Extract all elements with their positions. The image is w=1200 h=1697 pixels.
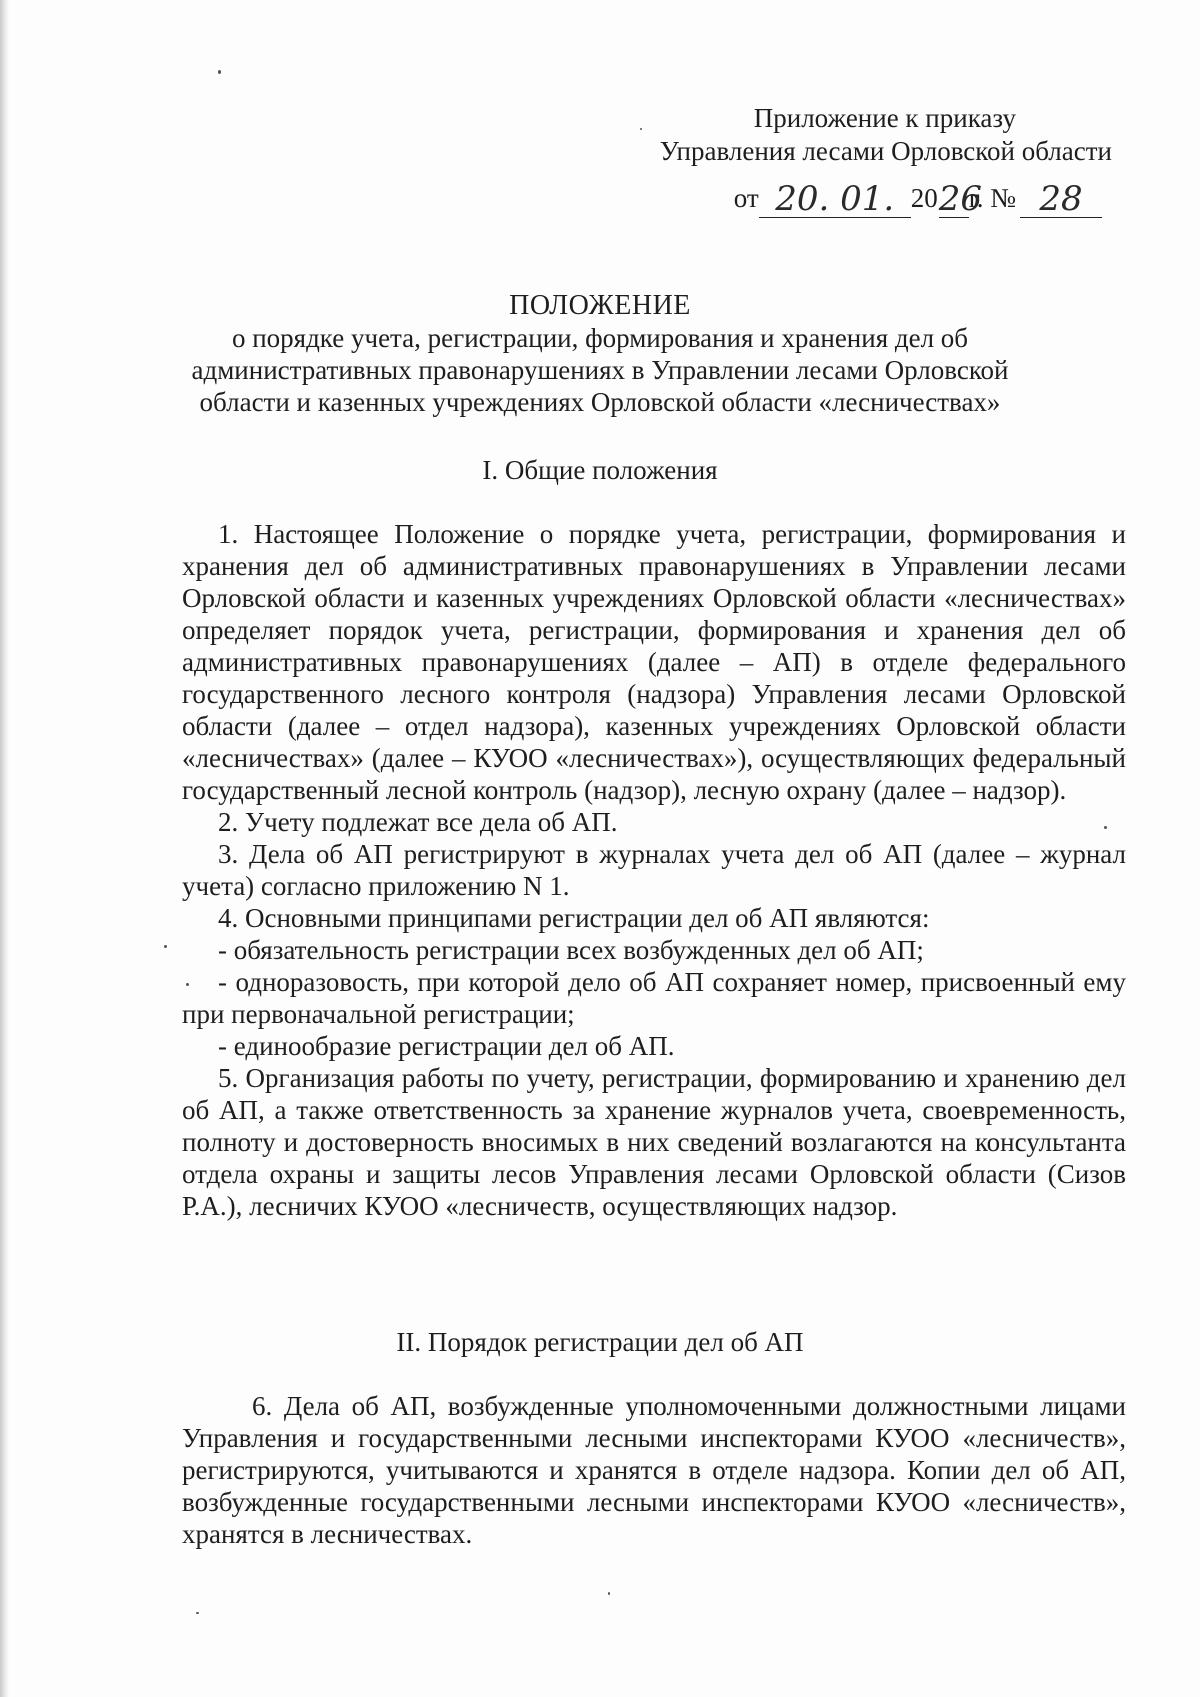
paragraph: - обязательность регистрации всех возбужденных дел об АП; [218,935,924,965]
title-heading: ПОЛОЖЕНИЕ [509,290,691,321]
document-title [170,290,1030,418]
paragraph: 4. Основными принципами регистрации дел об АП являются: [218,903,930,933]
scan-edge-shadow [0,0,9,1697]
paragraph: - единообразие регистрации дел об АП. [218,1031,675,1061]
appendix-header [592,102,1112,168]
section-2-heading: II. Порядок регистрации дел об АП [396,1327,804,1357]
handwritten-year: 26 [938,179,982,219]
handwritten-date: 20. 01. [759,181,911,218]
title-line-3: области и казенных учреждениях Орловской области «лесничествах» [199,387,1001,417]
scan-dust-mark [164,945,167,948]
paragraph: 1. Настоящее Положение о порядке учета, регистрации, формирования и хранения дел об административных правонарушениях в Управлении лесами Орловской области и казенных учреждениях Орловской области «лесничествах» определяет порядок учета, регистрации, формирования и хранения дел об административных правонарушениях (далее – АП) в отделе федерального государственного лесного контроля (надзора) Управления лесами Орловской области (далее – отдел надзора), казенных учреждениях Орловской области «лесничествах» (далее – КУОО «лесничествах»), осуществляющих федеральный государственный лесной контроль (надзор), лесную охрану (далее – надзор). [182,519,1126,805]
date-prefix: от [733,183,759,213]
date-number-label: г. № [968,183,1016,213]
scan-dust-mark [608,1592,610,1595]
paragraph: 5. Организация работы по учету, регистрации, формированию и хранению дел об АП, а также ответственность за хранение журналов учета, своевременность, полноту и достоверность вносимых в них сведений возлагаются на консультанта отдела охраны и защиты лесов Управления лесами Орловской области (Сизов Р.А.), лесничих КУОО «лесничеств, осуществляющих надзор. [182,1063,1126,1221]
paragraph: - одноразовость, при которой дело об АП сохраняет номер, присвоенный ему при первоначальной регистрации; [182,967,1126,1029]
title-line-2: административных правонарушениях в Управлении лесами Орловской [191,355,1009,385]
section-1-heading: I. Общие положения [482,455,718,485]
title-line-1: о порядке учета, регистрации, формирования и хранения дел об [231,323,969,353]
section-2-body [182,1390,1126,1550]
order-date-line [734,178,1102,218]
paragraph: 3. Дела об АП регистрируют в журналах учета дел об АП (далее – журнал учета) согласно приложению N 1. [182,839,1126,901]
scan-dust-mark [218,70,221,74]
section-1-body [182,518,1126,1222]
appendix-line-1: Приложение к приказу [753,103,1016,133]
handwritten-order-number: 28 [1020,181,1102,218]
scan-dust-mark [196,1612,199,1614]
paragraph: 6. Дела об АП, возбужденные уполномоченными должностными лицами Управления и государственными лесными инспекторами КУОО «лесничеств», регистрируются, учитываются и хранятся в отделе надзора. Копии дел об АП, возбужденные государственными лесными инспекторами КУОО «лесничеств», хранятся в лесничествах. [182,1391,1126,1549]
paragraph: 2. Учету подлежат все дела об АП. [218,807,618,837]
appendix-line-2: Управления лесами Орловской области [659,136,1112,166]
date-year-prefix: 20 [910,183,938,213]
